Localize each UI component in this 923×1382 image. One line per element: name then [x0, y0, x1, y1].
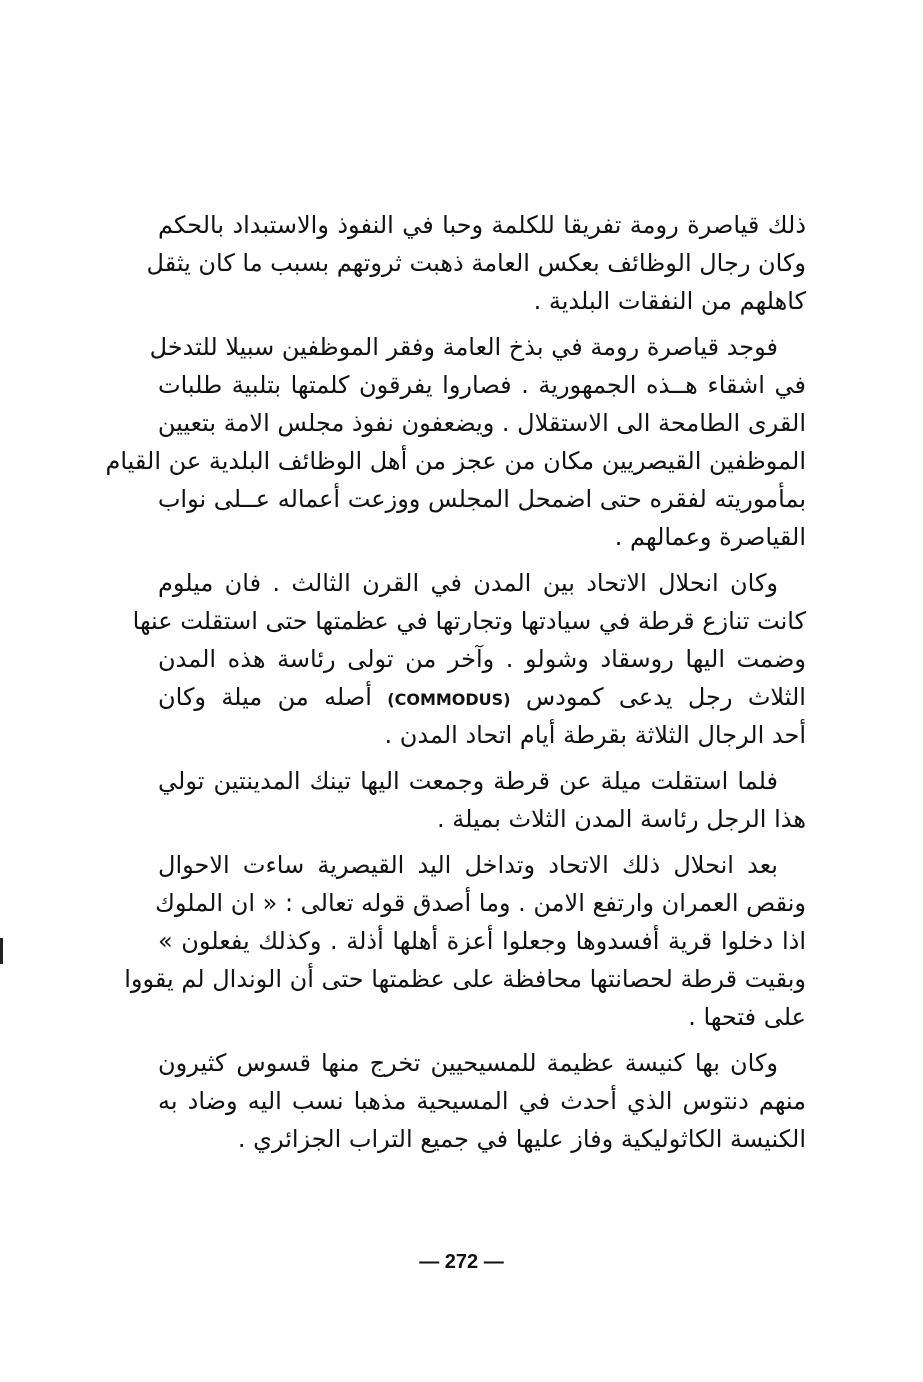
paragraph-5	[124, 846, 806, 1036]
paragraph-3	[132, 564, 806, 754]
text-line: كاهلهم من النفقات البلدية .	[533, 287, 806, 315]
text-line: ذلك قياصرة رومة تفريقا للكلمة وحبا في النفوذ والاستبداد بالحكم	[158, 211, 806, 239]
text-line: اذا دخلوا قرية أفسدوها وجعلوا أعزة أهلها أذلة . وكذلك يفعلون »	[158, 927, 806, 955]
text-line: فوجد قياصرة رومة في بذخ العامة وفقر الموظفين سبيلا للتدخل	[149, 333, 778, 361]
text-line-with-latin	[158, 678, 806, 716]
text-line: فلما استقلت ميلة عن قرطة وجمعت اليها تينك المدينتين تولي	[158, 767, 778, 795]
text-line: على فتحها .	[688, 1003, 806, 1031]
text-line: منهم دنتوس الذي أحدث في المسيحية مذهبا نسب اليه وضاد به	[158, 1087, 806, 1115]
text-line: بمأموريته لفقره حتى اضمحل المجلس ووزعت أعماله عــلى نواب	[157, 485, 806, 513]
text-line: كانت تنازع قرطة في سيادتها وتجارتها في عظمتها حتى استقلت عنها	[132, 607, 806, 635]
paragraph-4	[158, 762, 806, 838]
text-line: أحد الرجال الثلاثة بقرطة أيام اتحاد المدن .	[384, 721, 806, 749]
text-line: وكان رجال الوظائف بعكس العامة ذهبت ثروتهم بسبب ما كان يثقل	[146, 249, 806, 277]
latin-name: (COMMODUS)	[387, 690, 511, 709]
text-line: بعد انحلال ذلك الاتحاد وتداخل اليد القيصرية ساءت الاحوال	[158, 851, 778, 879]
text-line: وكان انحلال الاتحاد بين المدن في القرن الثالث . فان ميلوم	[158, 569, 778, 597]
paragraph-2	[105, 328, 806, 556]
text-line: هذا الرجل رئاسة المدن الثلاث بميلة .	[437, 805, 806, 833]
text-line: الموظفين القيصريين مكان من عجز من أهل الوظائف البلدية عن القيام	[105, 447, 806, 475]
text-segment: الثلاث رجل يدعى كمودس	[525, 683, 806, 711]
body-text	[105, 206, 806, 1166]
text-line: وضمت اليها روسقاد وشولو . وآخر من تولى رئاسة هذه المدن	[158, 645, 806, 673]
text-line: ونقص العمران وارتفع الامن . وما أصدق قوله تعالى : « ان الملوك	[155, 889, 806, 917]
margin-mark	[0, 938, 3, 964]
text-line: الكنيسة الكاثوليكية وفاز عليها في جميع التراب الجزائري .	[237, 1125, 806, 1153]
text-line: وكان بها كنيسة عظيمة للمسيحيين تخرج منها قسوس كثيرون	[158, 1049, 778, 1077]
text-segment: أصله من ميلة وكان	[158, 683, 372, 711]
paragraph-1	[146, 206, 806, 320]
page-number: — 272 —	[419, 1251, 504, 1273]
text-line: وبقيت قرطة لحصانتها محافظة على عظمتها حتى أن الوندال لم يقووا	[124, 965, 806, 993]
text-line: في اشقاء هــذه الجمهورية . فصاروا يفرقون كلمتها بتلبية طلبات	[158, 371, 806, 399]
paragraph-6	[158, 1044, 806, 1158]
text-line: القرى الطامحة الى الاستقلال . ويضعفون نفوذ مجلس الامة بتعيين	[157, 409, 806, 437]
text-line: القياصرة وعمالهم .	[614, 523, 806, 551]
